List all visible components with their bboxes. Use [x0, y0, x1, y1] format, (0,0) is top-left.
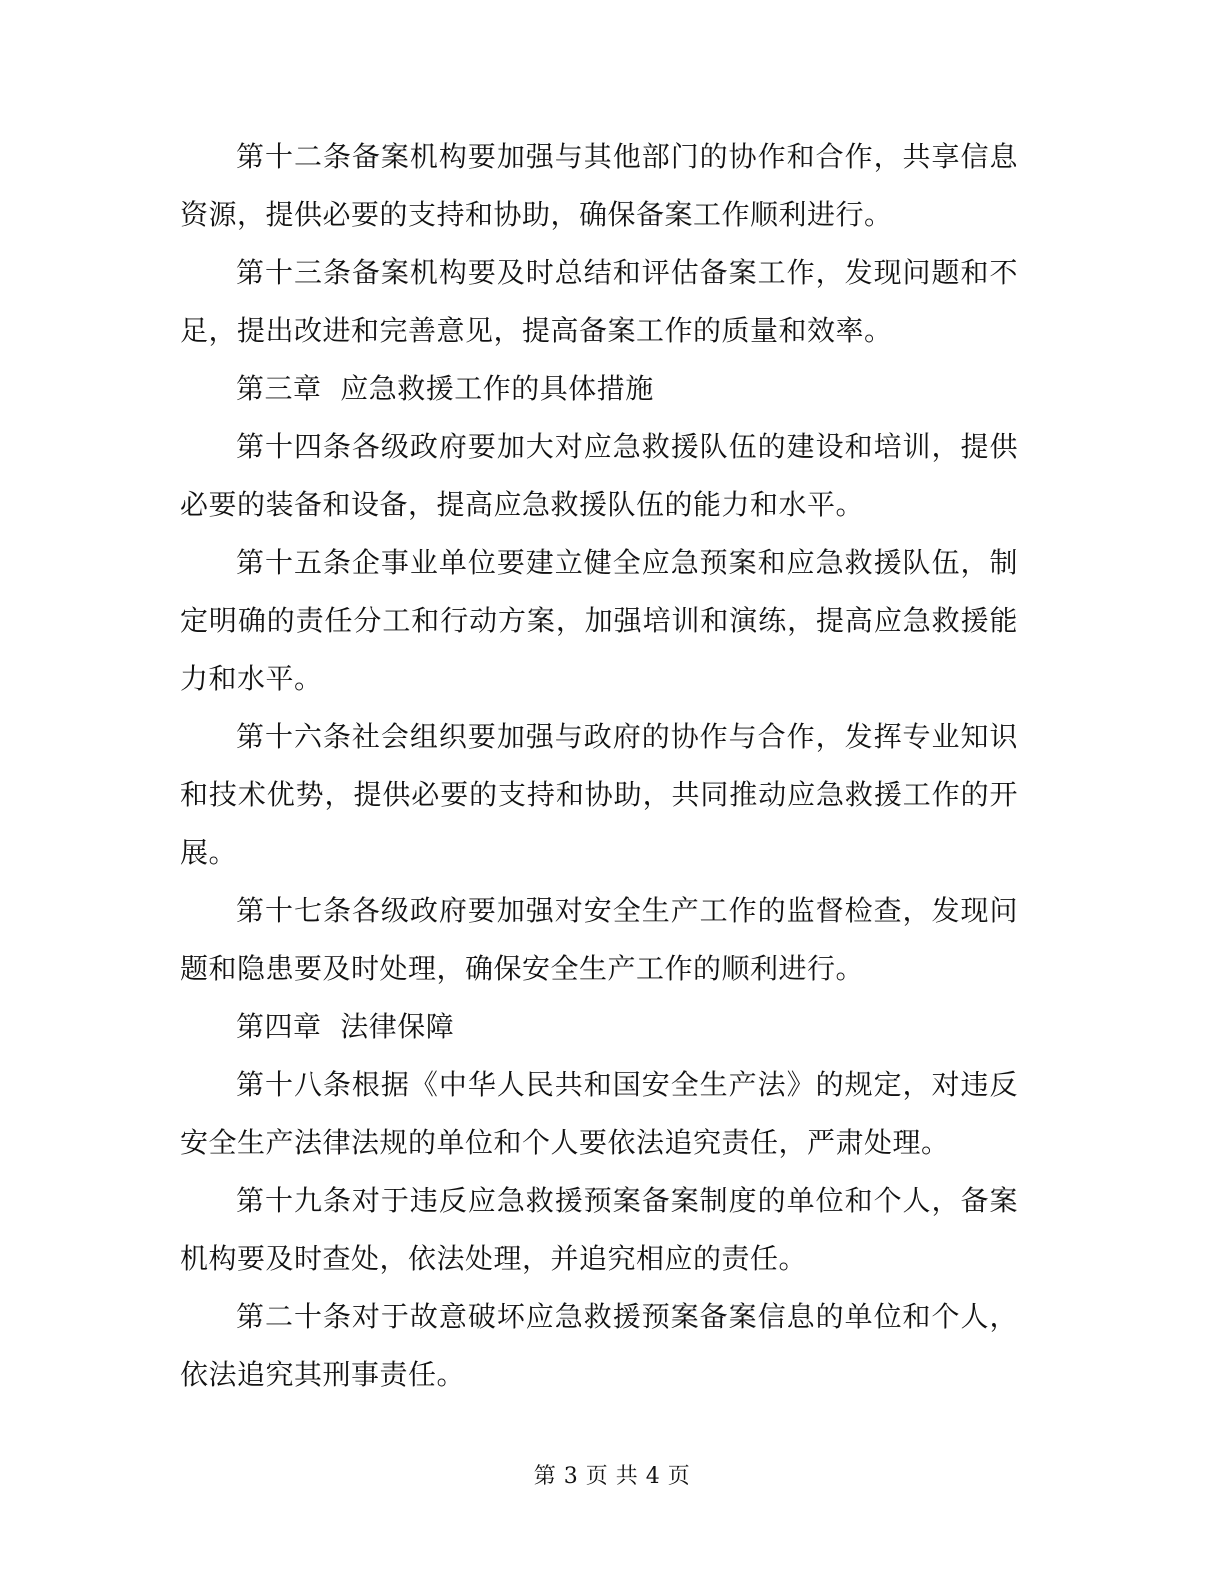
document-body	[180, 128, 1018, 1404]
article-20: 第二十条对于故意破坏应急救援预案备案信息的单位和个人，依法追究其刑事责任。	[180, 1300, 1018, 1391]
article-16: 第十六条社会组织要加强与政府的协作与合作，发挥专业知识和技术优势，提供必要的支持和协助，共同推动应急救援工作的开展。	[180, 720, 1018, 869]
article-13: 第十三条备案机构要及时总结和评估备案工作，发现问题和不足，提出改进和完善意见，提高备案工作的质量和效率。	[180, 256, 1018, 347]
article-18: 第十八条根据《中华人民共和国安全生产法》的规定，对违反安全生产法律法规的单位和个人要依法追究责任，严肃处理。	[180, 1068, 1018, 1159]
chapter-3-heading: 第三章 应急救援工作的具体措施	[236, 372, 654, 405]
article-14: 第十四条各级政府要加大对应急救援队伍的建设和培训，提供必要的装备和设备，提高应急救援队伍的能力和水平。	[180, 430, 1018, 521]
chapter-4-heading: 第四章 法律保障	[236, 1010, 455, 1043]
page-number-footer: 第 3 页 共 4 页	[533, 1464, 691, 1489]
article-19: 第十九条对于违反应急救援预案备案制度的单位和个人，备案机构要及时查处，依法处理，并追究相应的责任。	[180, 1184, 1018, 1275]
article-12: 第十二条备案机构要加强与其他部门的协作和合作，共享信息资源，提供必要的支持和协助，确保备案工作顺利进行。	[180, 140, 1018, 231]
article-15: 第十五条企事业单位要建立健全应急预案和应急救援队伍，制定明确的责任分工和行动方案，加强培训和演练，提高应急救援能力和水平。	[180, 546, 1018, 695]
article-17: 第十七条各级政府要加强对安全生产工作的监督检查，发现问题和隐患要及时处理，确保安全生产工作的顺利进行。	[180, 894, 1018, 985]
